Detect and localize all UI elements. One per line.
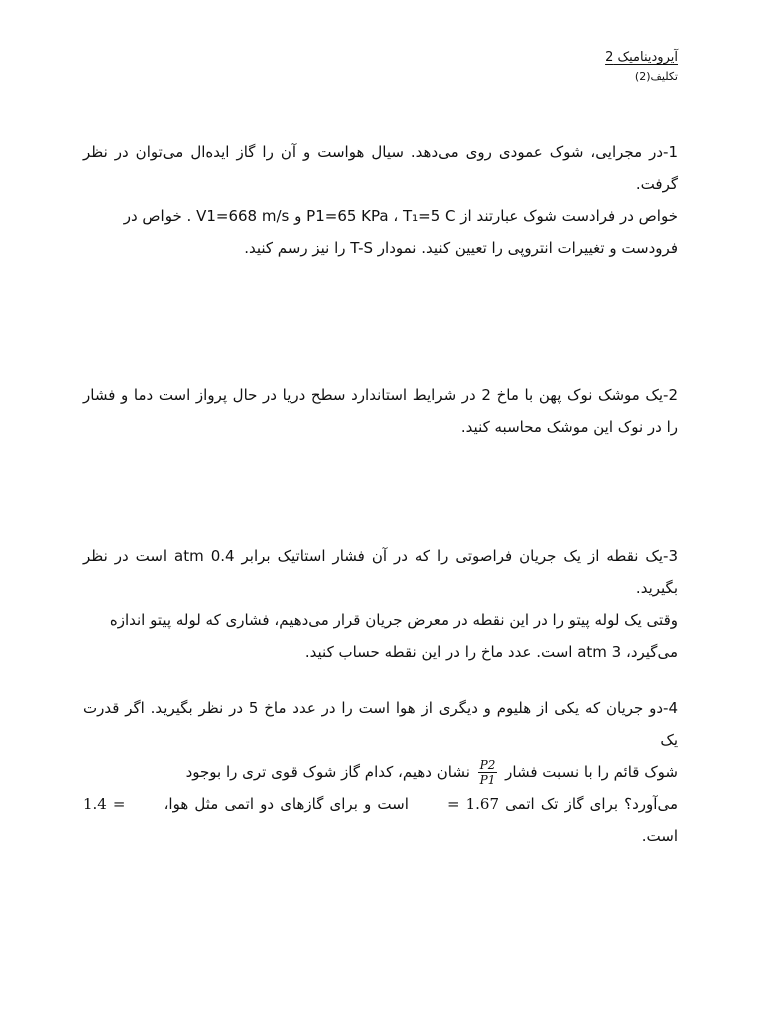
fraction-denominator: P1: [479, 773, 496, 787]
temperature-value: T₁=5 C: [402, 207, 456, 225]
question-1: [83, 136, 678, 264]
question-3: [83, 540, 678, 668]
question-4-line-2-end: نشان دهیم، کدام گاز شوک قوی تری را بوجود: [185, 763, 470, 781]
equals-sign: =: [447, 795, 460, 813]
monatomic-gamma-expression: [415, 788, 499, 820]
conjunction-and: و: [294, 207, 302, 225]
assignment-label: تکلیف(2): [634, 70, 678, 83]
question-2-text: 2-یک موشک نوک پهن با ماخ 2 در شرایط استاندارد سطح دریا در حال پرواز است دما و فشار را در نوک این موشک محاسبه کنید.: [83, 386, 678, 436]
question-3-line-1: 3-یک نقطه از یک جریان فراصوتی را که در آن فشار استاتیک برابر 0.4 atm است در نظر بگیرید.: [83, 547, 678, 597]
question-1-line-2: [83, 200, 678, 232]
question-4-line-2-text: شوک قائم را با نسبت فشار: [505, 763, 678, 781]
question-4-line-2: [83, 756, 678, 788]
question-4-line-3-text: می‌آورد؟ برای گاز تک اتمی: [505, 795, 679, 813]
fraction-numerator: P2: [479, 758, 496, 772]
course-title: آیرودینامیک 2: [605, 50, 678, 65]
question-1-line-2-end: . خواص در: [123, 207, 192, 225]
diatomic-gamma-value: 1.4: [83, 795, 107, 813]
document-header: [605, 50, 678, 86]
monatomic-gamma-value: 1.67: [465, 795, 500, 813]
question-4-line-3: [83, 788, 678, 852]
separator-comma: ،: [393, 207, 399, 225]
pressure-value: P1=65 KPa: [306, 207, 389, 225]
question-2: [83, 379, 678, 443]
pressure-ratio-fraction: [478, 758, 498, 787]
question-1-line-2-text: خواص در فرادست شوک عبارتند از: [460, 207, 678, 225]
question-3-line-2: وقتی یک لوله پیتو را در این نقطه در معرض جریان قرار می‌دهیم، فشاری که لوله پیتو اندازه: [109, 611, 678, 629]
question-4-line-1: 4-دو جریان که یکی از هلیوم و دیگری از هوا است را در عدد ماخ 5 در نظر بگیرید. اگر قدرت یک: [83, 699, 679, 749]
question-4-line-3-middle: است و برای گازهای دو اتمی مثل هوا،: [163, 795, 409, 813]
question-4: [83, 692, 678, 852]
velocity-value: V1=668 m/s: [196, 207, 290, 225]
question-1-line-1: 1-در مجرایی، شوک عمودی روی می‌دهد. سیال هواست و آن را گاز ایده‌ال می‌توان در نظر گرفت.: [83, 143, 678, 193]
diatomic-gamma-expression: [83, 788, 157, 820]
question-4-line-3-end: است.: [641, 827, 678, 845]
question-3-line-3: می‌گیرد، 3 atm است. عدد ماخ را در این نقطه حساب کنید.: [304, 643, 678, 661]
question-1-line-3: فرودست و تغییرات انتروپی را تعیین کنید. نمودار T-S را نیز رسم کنید.: [244, 239, 678, 257]
equals-sign: =: [112, 795, 126, 813]
